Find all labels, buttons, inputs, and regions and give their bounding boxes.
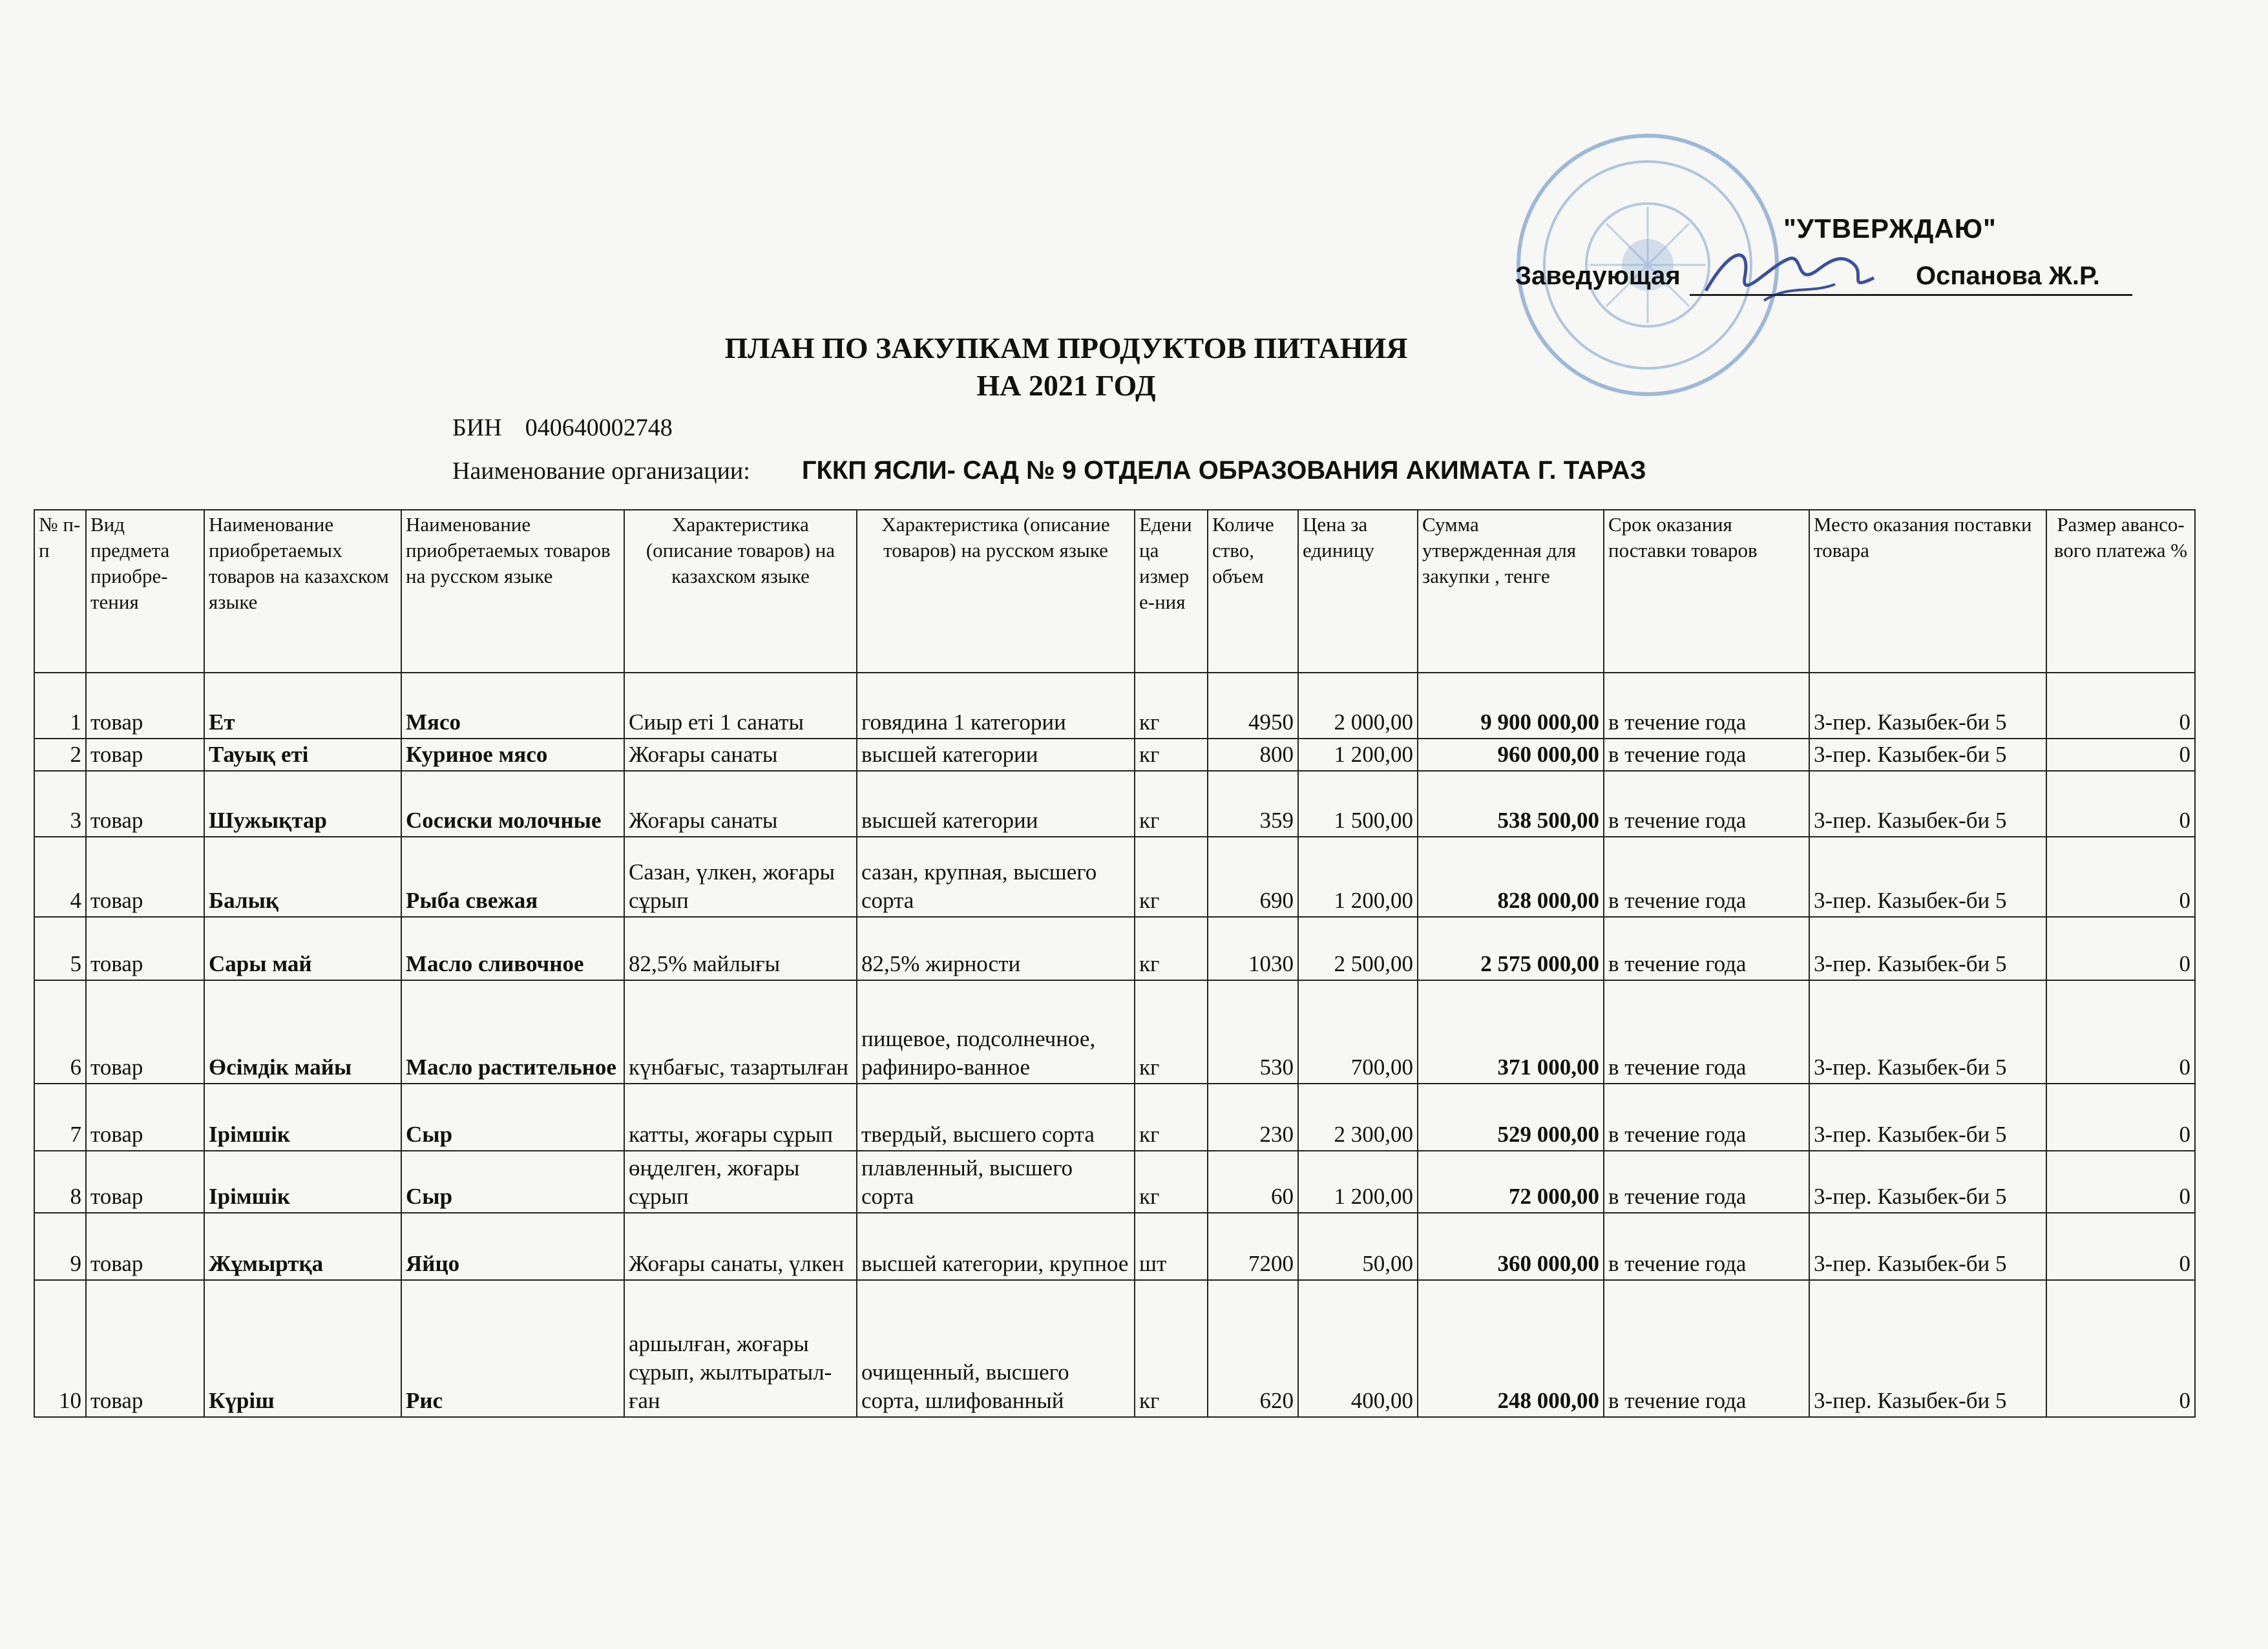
unit-price-cell: 2 500,00 (1298, 917, 1418, 980)
description-kz-cell: 82,5% майлығы (624, 917, 857, 980)
delivery-place-cell: 3-пер. Казыбек-би 5 (1809, 837, 2046, 917)
name-ru-cell: Рис (401, 1280, 624, 1417)
delivery-place-cell: 3-пер. Казыбек-би 5 (1809, 1280, 2046, 1417)
title-line-2: НА 2021 ГОД (976, 369, 1156, 402)
type-cell: товар (86, 1280, 204, 1417)
row-number-cell: 7 (34, 1084, 86, 1151)
total-sum-cell: 360 000,00 (1418, 1213, 1604, 1280)
delivery-term-cell: в течение года (1604, 980, 1809, 1084)
total-sum-cell: 538 500,00 (1418, 771, 1604, 837)
advance-payment-cell: 0 (2046, 1280, 2195, 1417)
name-ru-cell: Масло растительное (401, 980, 624, 1084)
table-row (34, 980, 2195, 1084)
approval-name: Оспанова Ж.Р. (1916, 262, 2100, 290)
delivery-term-cell: в течение года (1604, 1213, 1809, 1280)
total-sum-cell: 72 000,00 (1418, 1151, 1604, 1213)
approval-signature-line (1515, 262, 2129, 300)
description-ru-cell: 82,5% жирности (857, 917, 1135, 980)
total-sum-cell: 529 000,00 (1418, 1084, 1604, 1151)
unit-cell: кг (1135, 917, 1208, 980)
header-cell: Размер авансо-вого платежа % (2046, 510, 2195, 673)
approval-role: Заведующая (1515, 262, 1681, 290)
unit-cell: кг (1135, 673, 1208, 739)
name-kz-cell: Ірімшік (204, 1084, 401, 1151)
delivery-place-cell: 3-пер. Казыбек-би 5 (1809, 980, 2046, 1084)
total-sum-cell: 2 575 000,00 (1418, 917, 1604, 980)
bin-label: БИН (452, 414, 502, 441)
unit-price-cell: 1 200,00 (1298, 1151, 1418, 1213)
description-kz-cell: Сазан, үлкен, жоғары сұрып (624, 837, 857, 917)
header-cell: Наименование приобретаемых товаров на русском языке (401, 510, 624, 673)
header-cell: Количе ство, объем (1208, 510, 1298, 673)
table-row (34, 1084, 2195, 1151)
bin-field (452, 414, 673, 442)
quantity-cell: 60 (1208, 1151, 1298, 1213)
advance-payment-cell: 0 (2046, 1084, 2195, 1151)
unit-price-cell: 2 300,00 (1298, 1084, 1418, 1151)
row-number-cell: 10 (34, 1280, 86, 1417)
unit-price-cell: 1 500,00 (1298, 771, 1418, 837)
procurement-table (34, 509, 2196, 1418)
row-number-cell: 1 (34, 673, 86, 739)
type-cell: товар (86, 1213, 204, 1280)
delivery-term-cell: в течение года (1604, 837, 1809, 917)
table-row (34, 837, 2195, 917)
header-cell: Место оказания поставки товара (1809, 510, 2046, 673)
description-kz-cell: Жоғары санаты, үлкен (624, 1213, 857, 1280)
advance-payment-cell: 0 (2046, 771, 2195, 837)
header-cell: Срок оказания поставки товаров (1604, 510, 1809, 673)
page-title (582, 330, 1551, 404)
quantity-cell: 690 (1208, 837, 1298, 917)
header-cell: Сумма утвержденная для закупки , тенге (1418, 510, 1604, 673)
table-row (34, 1280, 2195, 1417)
unit-price-cell: 2 000,00 (1298, 673, 1418, 739)
organization-field (452, 456, 1646, 485)
organization-label: Наименование организации: (452, 457, 750, 485)
type-cell: товар (86, 1084, 204, 1151)
header-cell: Характеристика (описание товаров) на казахском языке (624, 510, 857, 673)
table-row (34, 1213, 2195, 1280)
description-ru-cell: очищенный, высшего сорта, шлифованный (857, 1280, 1135, 1417)
row-number-cell: 8 (34, 1151, 86, 1213)
row-number-cell: 5 (34, 917, 86, 980)
title-line-1: ПЛАН ПО ЗАКУПКАМ ПРОДУКТОВ ПИТАНИЯ (724, 331, 1408, 364)
name-ru-cell: Яйцо (401, 1213, 624, 1280)
quantity-cell: 7200 (1208, 1213, 1298, 1280)
table-row (34, 771, 2195, 837)
table-row (34, 917, 2195, 980)
description-ru-cell: сазан, крупная, высшего сорта (857, 837, 1135, 917)
description-kz-cell: Жоғары санаты (624, 771, 857, 837)
type-cell: товар (86, 771, 204, 837)
name-kz-cell: Жұмыртқа (204, 1213, 401, 1280)
unit-price-cell: 400,00 (1298, 1280, 1418, 1417)
advance-payment-cell: 0 (2046, 739, 2195, 771)
delivery-term-cell: в течение года (1604, 1280, 1809, 1417)
description-kz-cell: аршылған, жоғары сұрып, жылтыратыл-ған (624, 1280, 857, 1417)
bin-value: 040640002748 (525, 414, 673, 441)
unit-price-cell: 700,00 (1298, 980, 1418, 1084)
delivery-term-cell: в течение года (1604, 739, 1809, 771)
unit-cell: кг (1135, 980, 1208, 1084)
description-kz-cell: катты, жоғары сұрып (624, 1084, 857, 1151)
type-cell: товар (86, 673, 204, 739)
name-ru-cell: Сосиски молочные (401, 771, 624, 837)
row-number-cell: 9 (34, 1213, 86, 1280)
table-row (34, 1151, 2195, 1213)
quantity-cell: 620 (1208, 1280, 1298, 1417)
name-kz-cell: Шужықтар (204, 771, 401, 837)
row-number-cell: 4 (34, 837, 86, 917)
description-kz-cell: өңделген, жоғары сұрып (624, 1151, 857, 1213)
description-kz-cell: күнбағыс, тазартылған (624, 980, 857, 1084)
unit-price-cell: 50,00 (1298, 1213, 1418, 1280)
name-ru-cell: Куриное мясо (401, 739, 624, 771)
name-kz-cell: Балық (204, 837, 401, 917)
total-sum-cell: 960 000,00 (1418, 739, 1604, 771)
description-kz-cell: Сиыр еті 1 санаты (624, 673, 857, 739)
description-ru-cell: говядина 1 категории (857, 673, 1135, 739)
delivery-place-cell: 3-пер. Казыбек-би 5 (1809, 673, 2046, 739)
unit-cell: шт (1135, 1213, 1208, 1280)
organization-value: ГККП ЯСЛИ- САД № 9 ОТДЕЛА ОБРАЗОВАНИЯ АКИМАТА Г. ТАРАЗ (801, 456, 1646, 485)
row-number-cell: 2 (34, 739, 86, 771)
total-sum-cell: 9 900 000,00 (1418, 673, 1604, 739)
table-body (34, 673, 2195, 1417)
type-cell: товар (86, 980, 204, 1084)
type-cell: товар (86, 1151, 204, 1213)
quantity-cell: 530 (1208, 980, 1298, 1084)
table-row (34, 739, 2195, 771)
name-kz-cell: Тауық еті (204, 739, 401, 771)
advance-payment-cell: 0 (2046, 837, 2195, 917)
table-header-row (34, 510, 2195, 673)
delivery-term-cell: в течение года (1604, 1084, 1809, 1151)
name-ru-cell: Сыр (401, 1151, 624, 1213)
delivery-term-cell: в течение года (1604, 673, 1809, 739)
row-number-cell: 3 (34, 771, 86, 837)
name-ru-cell: Сыр (401, 1084, 624, 1151)
description-ru-cell: высшей категории, крупное (857, 1213, 1135, 1280)
type-cell: товар (86, 739, 204, 771)
advance-payment-cell: 0 (2046, 1213, 2195, 1280)
unit-cell: кг (1135, 1151, 1208, 1213)
header-cell: Характеристика (описание товаров) на русском языке (857, 510, 1135, 673)
type-cell: товар (86, 917, 204, 980)
description-ru-cell: высшей категории (857, 739, 1135, 771)
row-number-cell: 6 (34, 980, 86, 1084)
advance-payment-cell: 0 (2046, 673, 2195, 739)
advance-payment-cell: 0 (2046, 1151, 2195, 1213)
delivery-term-cell: в течение года (1604, 917, 1809, 980)
delivery-place-cell: 3-пер. Казыбек-би 5 (1809, 771, 2046, 837)
unit-price-cell: 1 200,00 (1298, 739, 1418, 771)
unit-cell: кг (1135, 739, 1208, 771)
name-kz-cell: Өсімдік майы (204, 980, 401, 1084)
name-kz-cell: Сары май (204, 917, 401, 980)
unit-cell: кг (1135, 837, 1208, 917)
name-kz-cell: Ет (204, 673, 401, 739)
description-ru-cell: твердый, высшего сорта (857, 1084, 1135, 1151)
delivery-term-cell: в течение года (1604, 771, 1809, 837)
quantity-cell: 230 (1208, 1084, 1298, 1151)
delivery-place-cell: 3-пер. Казыбек-би 5 (1809, 917, 2046, 980)
delivery-place-cell: 3-пер. Казыбек-би 5 (1809, 1213, 2046, 1280)
total-sum-cell: 248 000,00 (1418, 1280, 1604, 1417)
name-kz-cell: Ірімшік (204, 1151, 401, 1213)
unit-cell: кг (1135, 771, 1208, 837)
description-ru-cell: плавленный, высшего сорта (857, 1151, 1135, 1213)
approval-title: "УТВЕРЖДАЮ" (1783, 213, 1997, 244)
delivery-place-cell: 3-пер. Казыбек-би 5 (1809, 739, 2046, 771)
advance-payment-cell: 0 (2046, 917, 2195, 980)
signature-underline (1690, 294, 2132, 296)
header-cell: Едени ца измер е-ния (1135, 510, 1208, 673)
name-kz-cell: Күріш (204, 1280, 401, 1417)
total-sum-cell: 828 000,00 (1418, 837, 1604, 917)
name-ru-cell: Мясо (401, 673, 624, 739)
delivery-place-cell: 3-пер. Казыбек-би 5 (1809, 1151, 2046, 1213)
table-row (34, 673, 2195, 739)
advance-payment-cell: 0 (2046, 980, 2195, 1084)
unit-cell: кг (1135, 1280, 1208, 1417)
quantity-cell: 1030 (1208, 917, 1298, 980)
header-cell: № п-п (34, 510, 86, 673)
total-sum-cell: 371 000,00 (1418, 980, 1604, 1084)
name-ru-cell: Рыба свежая (401, 837, 624, 917)
delivery-term-cell: в течение года (1604, 1151, 1809, 1213)
header-cell: Вид предмета приобре-тения (86, 510, 204, 673)
unit-price-cell: 1 200,00 (1298, 837, 1418, 917)
quantity-cell: 800 (1208, 739, 1298, 771)
description-kz-cell: Жоғары санаты (624, 739, 857, 771)
name-ru-cell: Масло сливочное (401, 917, 624, 980)
description-ru-cell: высшей категории (857, 771, 1135, 837)
delivery-place-cell: 3-пер. Казыбек-би 5 (1809, 1084, 2046, 1151)
header-cell: Цена за единицу (1298, 510, 1418, 673)
quantity-cell: 4950 (1208, 673, 1298, 739)
type-cell: товар (86, 837, 204, 917)
unit-cell: кг (1135, 1084, 1208, 1151)
quantity-cell: 359 (1208, 771, 1298, 837)
description-ru-cell: пищевое, подсолнечное, рафиниро-ванное (857, 980, 1135, 1084)
header-cell: Наименование приобретаемых товаров на казахском языке (204, 510, 401, 673)
